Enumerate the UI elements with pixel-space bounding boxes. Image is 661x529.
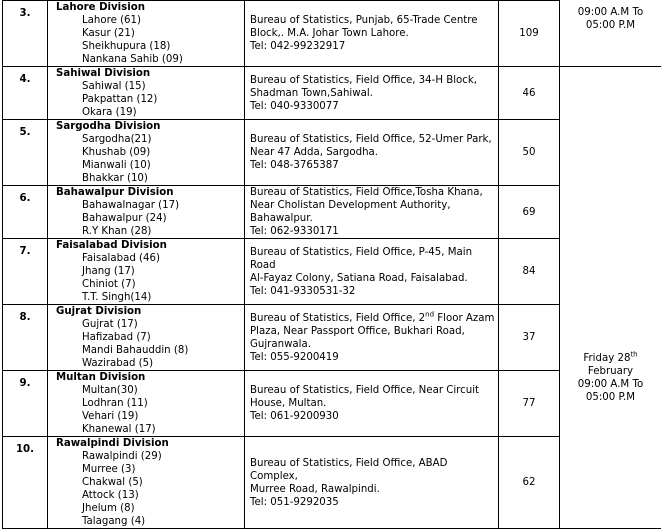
- address-text: Floor Azam: [434, 313, 494, 324]
- address-line: Tel: 040-9330077: [250, 100, 498, 113]
- count-cell: 50: [499, 120, 560, 186]
- count-cell: 84: [499, 239, 560, 305]
- division-cell: [48, 120, 245, 186]
- address-line: Near Cholistan Development Authority,: [250, 199, 498, 212]
- time-from: 09:00 A.M To: [560, 6, 661, 19]
- district-item: Khushab (09): [48, 146, 244, 159]
- division-name: Faisalabad Division: [48, 239, 244, 252]
- schedule-table: [2, 0, 661, 529]
- division-cell: [48, 67, 245, 120]
- count-cell: 37: [499, 305, 560, 371]
- division-cell: [48, 371, 245, 437]
- district-item: R.Y Khan (28): [48, 225, 244, 238]
- serial-number: 6.: [3, 186, 48, 239]
- address-line: [250, 312, 498, 325]
- address-line: Tel: 041-9330531-32: [250, 285, 498, 298]
- district-item: Talagang (4): [48, 515, 244, 528]
- time-from: 09:00 A.M To: [560, 378, 661, 391]
- address-cell: [245, 186, 499, 239]
- address-line: Gujranwala.: [250, 338, 498, 351]
- district-item: Jhang (17): [48, 265, 244, 278]
- day-suffix: th: [630, 351, 637, 359]
- district-item: Okara (19): [48, 106, 244, 119]
- address-cell: [245, 437, 499, 529]
- division-name: Gujrat Division: [48, 305, 244, 318]
- serial-number: 7.: [3, 239, 48, 305]
- division-name: Bahawalpur Division: [48, 186, 244, 199]
- district-item: Nankana Sahib (09): [48, 53, 244, 66]
- date-cell: [560, 67, 661, 529]
- serial-number: 5.: [3, 120, 48, 186]
- serial-number: 8.: [3, 305, 48, 371]
- time-to: 05:00 P.M: [560, 391, 661, 404]
- address-line: Tel: 048-3765387: [250, 159, 498, 172]
- district-item: Multan(30): [48, 384, 244, 397]
- count-cell: 109: [499, 1, 560, 67]
- address-text: Bureau of Statistics, Field Office, 2: [250, 313, 425, 324]
- address-line: Tel: 061-9200930: [250, 410, 498, 423]
- address-cell: [245, 120, 499, 186]
- address-line: Tel: 062-9330171: [250, 225, 498, 238]
- serial-number: 10.: [3, 437, 48, 529]
- division-cell: [48, 186, 245, 239]
- address-line: House, Multan.: [250, 397, 498, 410]
- district-item: Lahore (61): [48, 14, 244, 27]
- address-line: Tel: 055-9200419: [250, 351, 498, 364]
- address-cell: [245, 239, 499, 305]
- address-line: Near 47 Adda, Sargodha.: [250, 146, 498, 159]
- division-cell: [48, 305, 245, 371]
- address-line: Bureau of Statistics, Field Office, ABAD Complex,: [250, 457, 498, 483]
- district-item: Sheikhupura (18): [48, 40, 244, 53]
- address-cell: [245, 1, 499, 67]
- district-item: Wazirabad (5): [48, 357, 244, 370]
- address-line: Bureau of Statistics, Field Office, 34-H Block,: [250, 74, 498, 87]
- district-item: Rawalpindi (29): [48, 450, 244, 463]
- district-item: Hafizabad (7): [48, 331, 244, 344]
- table-row: [3, 1, 661, 67]
- date-day: [560, 352, 661, 365]
- district-item: Sargodha(21): [48, 133, 244, 146]
- address-line: Block,. M.A. Johar Town Lahore.: [250, 27, 498, 40]
- day-text: Friday 28: [583, 353, 630, 364]
- ordinal-suffix: nd: [425, 310, 434, 318]
- date-cell-continued: [560, 1, 661, 67]
- address-line: Bureau of Statistics, Field Office, P-45, Main Road: [250, 246, 498, 272]
- district-item: Mandi Bahauddin (8): [48, 344, 244, 357]
- address-line: Bahawalpur.: [250, 212, 498, 225]
- address-line: Murree Road, Rawalpindi.: [250, 483, 498, 496]
- district-item: Sahiwal (15): [48, 80, 244, 93]
- division-cell: [48, 437, 245, 529]
- district-item: Mianwali (10): [48, 159, 244, 172]
- district-item: Jhelum (8): [48, 502, 244, 515]
- district-item: Vehari (19): [48, 410, 244, 423]
- district-item: Pakpattan (12): [48, 93, 244, 106]
- address-line: Plaza, Near Passport Office, Bukhari Road,: [250, 325, 498, 338]
- count-cell: 46: [499, 67, 560, 120]
- district-item: Lodhran (11): [48, 397, 244, 410]
- address-line: Tel: 042-99232917: [250, 40, 498, 53]
- division-name: Sahiwal Division: [48, 67, 244, 80]
- count-cell: 77: [499, 371, 560, 437]
- date-month: February: [560, 365, 661, 378]
- time-to: 05:00 P.M: [560, 19, 661, 32]
- count-cell: 62: [499, 437, 560, 529]
- address-line: Bureau of Statistics, Punjab, 65-Trade Centre: [250, 14, 498, 27]
- district-item: Bhakkar (10): [48, 172, 244, 185]
- serial-number: 9.: [3, 371, 48, 437]
- address-cell: [245, 371, 499, 437]
- division-name: Rawalpindi Division: [48, 437, 244, 450]
- district-item: Bahawalnagar (17): [48, 199, 244, 212]
- serial-number: 4.: [3, 67, 48, 120]
- district-item: Attock (13): [48, 489, 244, 502]
- address-line: Bureau of Statistics, Field Office,Tosha Khana,: [250, 186, 498, 199]
- address-line: Tel: 051-9292035: [250, 496, 498, 509]
- district-item: Bahawalpur (24): [48, 212, 244, 225]
- district-item: Kasur (21): [48, 27, 244, 40]
- count-cell: 69: [499, 186, 560, 239]
- district-item: Gujrat (17): [48, 318, 244, 331]
- division-name: Sargodha Division: [48, 120, 244, 133]
- address-line: Bureau of Statistics, Field Office, Near Circuit: [250, 384, 498, 397]
- division-name: Lahore Division: [48, 1, 244, 14]
- serial-number: 3.: [3, 1, 48, 67]
- district-item: Faisalabad (46): [48, 252, 244, 265]
- address-line: Shadman Town,Sahiwal.: [250, 87, 498, 100]
- district-item: Chiniot (7): [48, 278, 244, 291]
- address-line: Bureau of Statistics, Field Office, 52-Umer Park,: [250, 133, 498, 146]
- division-cell: [48, 1, 245, 67]
- district-item: Khanewal (17): [48, 423, 244, 436]
- district-item: Chakwal (5): [48, 476, 244, 489]
- table-row: [3, 67, 661, 120]
- district-item: T.T. Singh(14): [48, 291, 244, 304]
- division-name: Multan Division: [48, 371, 244, 384]
- division-cell: [48, 239, 245, 305]
- address-cell: [245, 305, 499, 371]
- address-line: Al-Fayaz Colony, Satiana Road, Faisalabad.: [250, 272, 498, 285]
- address-cell: [245, 67, 499, 120]
- district-item: Murree (3): [48, 463, 244, 476]
